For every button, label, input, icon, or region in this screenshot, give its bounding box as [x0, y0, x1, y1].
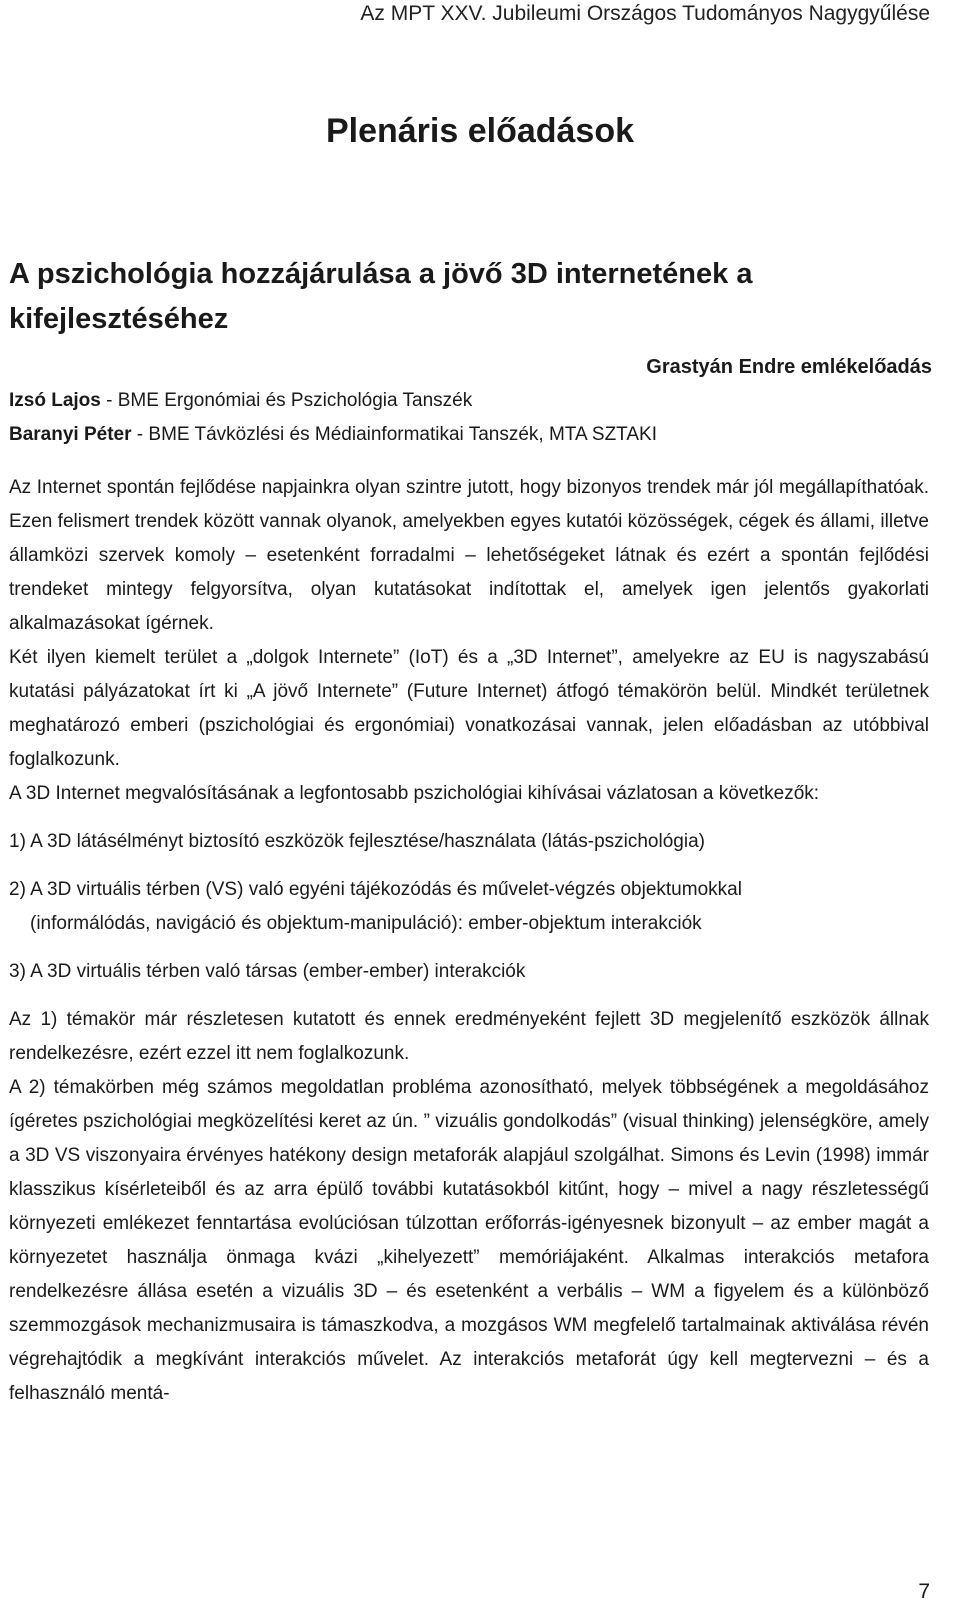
- running-header: Az MPT XXV. Jubileumi Országos Tudományos Nagygyűlése: [360, 2, 930, 25]
- author-affiliation: - BME Távközlési és Médiainformatikai Tanszék, MTA SZTAKI: [131, 424, 657, 445]
- memorial-lecture-label: Grastyán Endre emlékelőadás: [646, 356, 932, 378]
- author-line-2: [9, 424, 657, 446]
- page-number: 7: [918, 1580, 930, 1603]
- list-item-text: 3) A 3D virtuális térben való társas (ember-ember) interakciók: [9, 961, 526, 982]
- paragraph: A 3D Internet megvalósításának a legfontosabb pszichológiai kihívásai vázlatosan a következők:: [9, 783, 820, 804]
- list-item-text: 2) A 3D virtuális térben (VS) való egyéni tájékozódás és művelet-végzés objektumokkal: [9, 879, 742, 900]
- list-item-text: 1) A 3D látásélményt biztosító eszközök fejlesztése/használata (látás-pszichológia): [9, 831, 705, 852]
- author-line-1: [9, 390, 472, 412]
- talk-title: A pszichológia hozzájárulása a jövő 3D internetének a kifejlesztéséhez: [9, 258, 753, 335]
- paragraph: Két ilyen kiemelt terület a „dolgok Internete” (IoT) és a „3D Internet”, amelyekre az EU is nagyszabású kutatási pályázatokat írt ki „A jövő Internete” (Future Internet) átfogó témakörön belül. Mindkét területnek meghatározó emberi (pszichológiai és ergonómiai) vonatkozásai vannak, jelen előadásban az utóbbival foglalkozunk.: [9, 647, 929, 770]
- author-affiliation: - BME Ergonómiai és Pszichológia Tanszék: [100, 390, 473, 411]
- list-item: [9, 825, 929, 859]
- author-name: Baranyi Péter: [9, 424, 132, 445]
- paragraph: Az 1) témakör már részletesen kutatott és ennek eredményeként fejlett 3D megjelenítő eszközök állnak rendelkezésre, ezért ezzel itt nem foglalkozunk.: [9, 1009, 929, 1064]
- paragraph: Az Internet spontán fejlődése napjainkra olyan szintre jutott, hogy bizonyos trendek már jól megállapíthatóak. Ezen felismert trendek között vannak olyanok, amelyekben egyes kutatói közösségek, cégek és állami, illetve államközi szervek komoly – esetenként forradalmi – lehetőségeket látnak és ezért a spontán fejlődési trendeket mintegy felgyorsítva, olyan kutatásokat indítottak el, amelyek igen jelentős gyakorlati alkalmazásokat ígérnek.: [9, 477, 929, 634]
- list-item: [9, 873, 929, 941]
- list-item: [9, 955, 929, 989]
- section-title: Plenáris előadások: [325, 112, 635, 150]
- author-name: Izsó Lajos: [9, 390, 101, 411]
- abstract-body: [9, 471, 929, 1411]
- list-item-continuation: (informálódás, navigáció és objektum-manipuláció): ember-objektum interakciók: [30, 913, 702, 934]
- paragraph: A 2) témakörben még számos megoldatlan probléma azonosítható, melyek többségének a megoldásához ígéretes pszichológiai megközelítési keret az ún. ” vizuális gondolkodás” (visual thinking) jelenségköre, amely a 3D VS viszonyaira érvényes hatékony design metaforák alapjául szolgálhat. Simons és Levin (1998) immár klasszikus kísérleteiből és az arra épülő további kutatásokból kitűnt, hogy – mivel a nagy részletességű környezeti emlékezet fenntartása evolúciósan túlzottan erőforrás-igényesnek bizonyult – az ember magát a környezetet használja önmaga kvázi „kihelyezett” memóriájaként. Alkalmas interakciós metafora rendelkezésre állása esetén a vizuális 3D – és esetenként a verbális – WM a figyelem és a különböző szemmozgások mechanizmusaira is támaszkodva, a mozgásos WM megfelelő tartalmainak aktiválása révén végrehajtódik a megkívánt interakciós művelet. Az interakciós metaforát úgy kell megtervezni – és a felhasználó mentá-: [9, 1077, 929, 1404]
